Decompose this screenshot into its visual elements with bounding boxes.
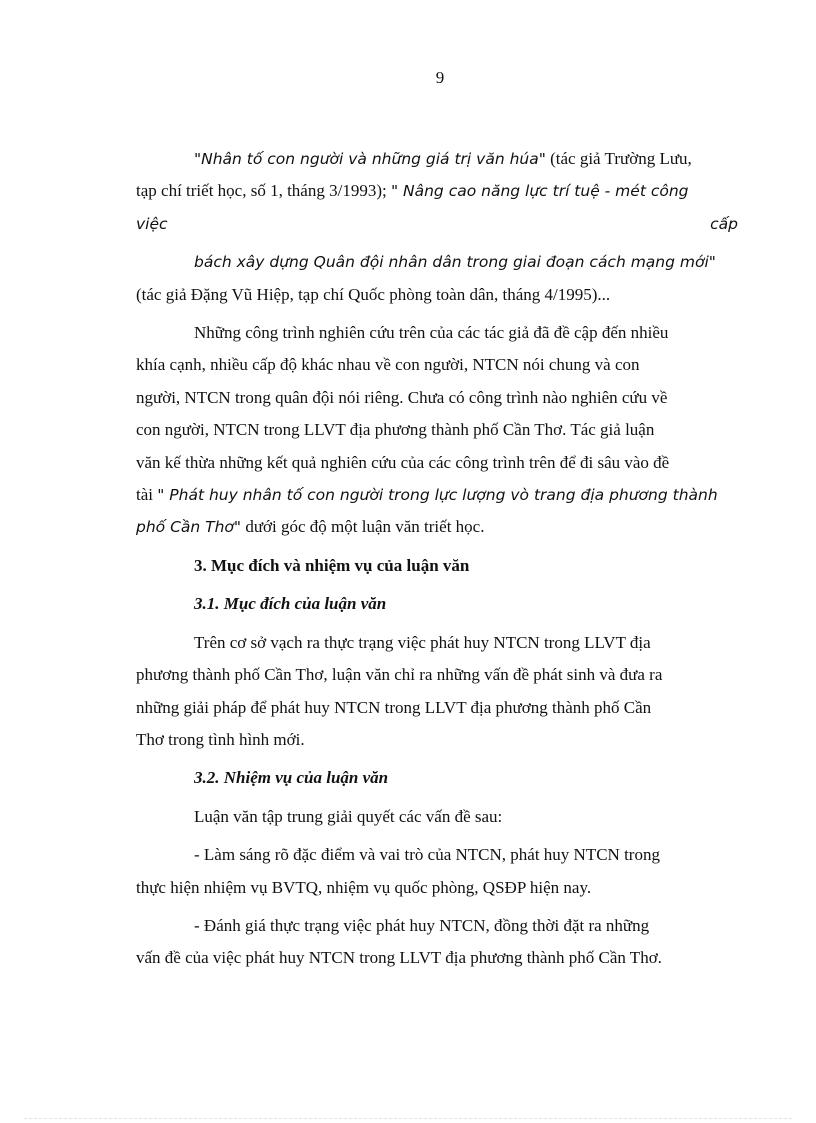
p6-line-2: vấn đề của việc phát huy NTCN trong LLVT địa phương thành phố Cần Thơ. [136,948,662,968]
p4-line-1: Luận văn tập trung giải quyết các vấn đề sau: [194,806,503,826]
thesis-title: " Phát huy nhân tố con người trong lực lượng vò trang địa phương thành [157,486,718,505]
p5-line-1: - Làm sáng rõ đặc điểm và vai trò của NTCN, phát huy NTCN trong [194,845,660,865]
page-number: 9 [435,68,445,87]
subsection-heading-3-2: 3.2. Nhiệm vụ của luận văn [194,768,389,788]
p2-line-3: người, NTCN trong quân đội nói riêng. Chưa có công trình nào nghiên cứu về [136,387,668,407]
p2-line-5: văn kế thừa những kết quả nghiên cứu của các công trình trên để đi sâu vào đề [136,452,670,472]
document-body [136,143,738,975]
subsection-heading-3-1: 3.1. Mục đích của luận văn [194,594,387,614]
quoted-title-2: " Nâng cao năng lực trí tuệ - mét công [390,182,689,201]
p2-line-6 [136,479,738,511]
p2-line-7-text: dưới góc độ một luận văn triết học. [241,517,485,537]
p2-line-7 [136,511,738,543]
quoted-title-1: "Nhân tố con người và những giá trị văn húa" [194,150,546,168]
p3-line-2: phương thành phố Cần Thơ, luận văn chỉ ra những vấn đề phát sinh và đưa ra [136,665,663,685]
p1-line-5: (tác giả Đặng Vũ Hiệp, tạp chí Quốc phòng toàn dân, tháng 4/1995)... [136,284,611,304]
quoted-title-2-cont: việc [136,214,168,233]
p1-line-3 [136,208,738,240]
p1-line-2 [136,175,738,207]
p1-line-1 [136,143,738,175]
p3-line-3: những giải pháp để phát huy NTCN trong LLVT địa phương thành phố Cần [136,697,652,717]
p3-line-1: Trên cơ sở vạch ra thực trạng việc phát huy NTCN trong LLVT địa [194,632,651,652]
p2-line-1: Những công trình nghiên cứu trên của các tác giả đã đề cập đến nhiều [194,323,669,343]
section-heading-3: 3. Mục đích và nhiệm vụ của luận văn [194,555,470,575]
citation-1: (tác giả Trường Lưu, [545,149,692,168]
p2-line-6-text: tài [136,485,158,505]
p6-line-1: - Đánh giá thực trạng việc phát huy NTCN, đồng thời đặt ra những [194,915,650,935]
p3-line-4: Thơ trong tình hình mới. [136,729,305,749]
quoted-title-2-cont-b: cấp [710,214,738,233]
page-bottom-rule [24,1118,792,1119]
citation-1-cont: tạp chí triết học, số 1, tháng 3/1993); [136,181,391,201]
p1-line-4: bách xây dựng Quân đội nhân dân trong giai đoạn cách mạng mới" [194,253,716,272]
p5-line-2: thực hiện nhiệm vụ BVTQ, nhiệm vụ quốc phòng, QSĐP hiện nay. [136,877,592,897]
p2-line-2: khía cạnh, nhiều cấp độ khác nhau về con người, NTCN nói chung và con [136,355,640,375]
p2-line-4: con người, NTCN trong LLVT địa phương thành phố Cần Thơ. Tác giả luận [136,420,655,440]
thesis-title-cont: phố Cần Thơ" [136,518,242,537]
